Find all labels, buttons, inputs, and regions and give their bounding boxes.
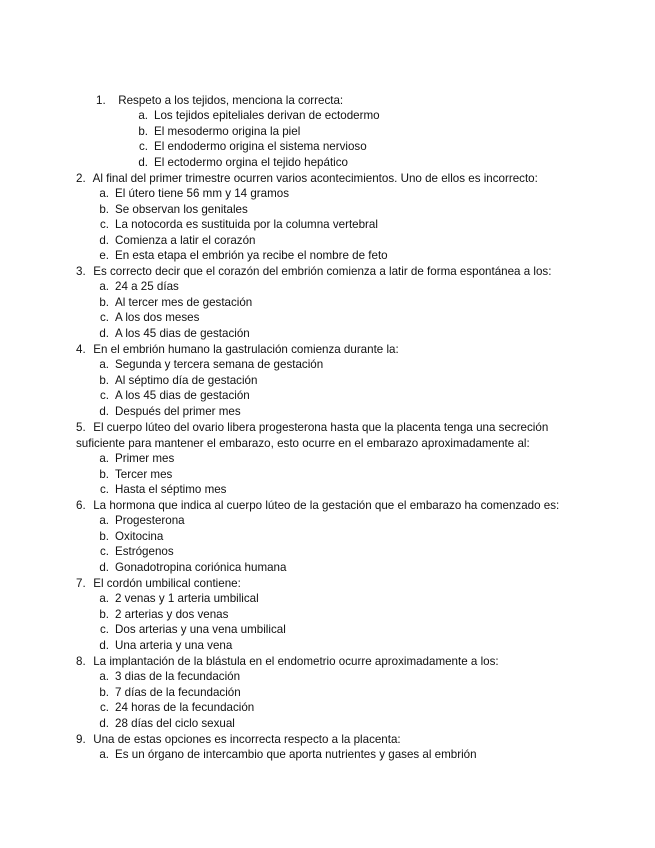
question-text: La hormona que indica al cuerpo lúteo de la gestación que el embarazo ha comenzado es: xyxy=(93,499,560,512)
option-letter: c. xyxy=(99,483,109,497)
option-letter: e. xyxy=(99,249,109,263)
option-letter: b. xyxy=(99,467,109,481)
question-8-options xyxy=(99,669,255,731)
option-text: La notocorda es sustituida por la columna vertebral xyxy=(115,218,378,232)
option-text: Al séptimo día de gestación xyxy=(115,373,258,387)
question-number: 8. xyxy=(76,655,86,668)
option-item xyxy=(99,700,255,716)
option-letter: c. xyxy=(99,311,109,325)
option-item xyxy=(99,326,252,342)
option-letter: d. xyxy=(99,560,109,574)
option-text: El útero tiene 56 mm y 14 gramos xyxy=(115,187,289,200)
option-item xyxy=(99,451,226,467)
question-number: 2. xyxy=(76,172,86,185)
question-number: 3. xyxy=(76,265,86,278)
question-5-options xyxy=(99,451,227,498)
question-text: En el embrión humano la gastrulación comienza durante la: xyxy=(93,343,399,356)
question-3-options xyxy=(99,279,253,341)
option-text: Una arteria y una vena xyxy=(115,638,233,652)
option-item xyxy=(99,248,388,264)
option-item xyxy=(99,310,252,326)
question-text: El cordón umbilical contiene: xyxy=(93,577,241,590)
question-text: El cuerpo lúteo del ovario libera progesterona hasta que la placenta tenga una secreción suficiente para mantener el embarazo, esto ocurre en el embarazo aproximadamente al: xyxy=(76,421,549,450)
option-letter: a. xyxy=(99,514,109,527)
option-item xyxy=(99,513,286,529)
option-text: A los 45 dias de gestación xyxy=(115,326,250,340)
option-item xyxy=(99,186,388,202)
option-item xyxy=(99,747,477,763)
option-item xyxy=(99,467,226,483)
option-item xyxy=(99,638,286,654)
question-1-options xyxy=(138,108,380,170)
option-text: Segunda y tercera semana de gestación xyxy=(115,358,324,371)
option-item xyxy=(99,233,388,249)
option-text: 2 arterias y dos venas xyxy=(115,607,229,621)
option-item xyxy=(99,295,253,311)
question-5 xyxy=(76,420,556,451)
option-text: 7 días de la fecundación xyxy=(115,685,241,699)
option-item xyxy=(99,685,254,701)
option-letter: a. xyxy=(99,358,109,371)
question-number: 9. xyxy=(76,733,86,746)
question-text: Es correcto decir que el corazón del embrión comienza a latir de forma espontánea a los: xyxy=(93,265,552,278)
option-item xyxy=(99,622,286,638)
option-letter: b. xyxy=(99,529,109,543)
option-letter: c. xyxy=(99,701,109,715)
question-7-options xyxy=(99,591,286,653)
option-letter: c. xyxy=(138,140,148,154)
option-letter: c. xyxy=(99,218,109,232)
option-text: 3 dias de la fecundación xyxy=(115,670,241,683)
option-item xyxy=(99,357,324,373)
option-letter: d. xyxy=(99,716,109,730)
option-text: Los tejidos epiteliales derivan de ectodermo xyxy=(154,109,380,122)
question-number: 4. xyxy=(76,343,86,356)
option-text: A los dos meses xyxy=(115,311,200,325)
question-number: 1. xyxy=(96,94,106,107)
option-letter: a. xyxy=(99,187,109,200)
option-text: Tercer mes xyxy=(115,467,173,481)
option-item xyxy=(99,591,286,607)
option-letter: d. xyxy=(99,233,109,247)
option-text: El endodermo origina el sistema nervioso xyxy=(154,140,367,154)
option-item xyxy=(99,544,286,560)
question-9-options xyxy=(99,747,477,763)
option-letter: d. xyxy=(138,155,148,169)
question-number: 6. xyxy=(76,499,86,512)
option-item xyxy=(99,607,286,623)
question-2 xyxy=(76,171,576,187)
option-item xyxy=(99,404,323,420)
option-text: 24 a 25 días xyxy=(115,280,179,293)
option-letter: b. xyxy=(99,607,109,621)
option-letter: a. xyxy=(99,670,109,683)
question-6-options xyxy=(99,513,287,575)
option-text: Dos arterias y una vena umbilical xyxy=(115,623,286,637)
option-text: A los 45 dias de gestación xyxy=(115,389,250,403)
option-text: Oxitocina xyxy=(115,529,164,543)
option-item xyxy=(99,482,227,498)
option-text: Al tercer mes de gestación xyxy=(115,295,253,309)
option-item xyxy=(138,124,380,140)
option-item xyxy=(99,716,254,732)
question-3 xyxy=(76,264,576,280)
question-text: Al final del primer trimestre ocurren varios acontecimientos. Uno de ellos es incorrecto: xyxy=(92,172,538,185)
option-item xyxy=(99,279,252,295)
option-letter: c. xyxy=(99,389,109,403)
option-item xyxy=(99,529,286,545)
option-letter: a. xyxy=(99,592,109,605)
option-text: Es un órgano de intercambio que aporta nutrientes y gases al embrión xyxy=(115,748,477,761)
option-item xyxy=(99,217,388,233)
option-letter: a. xyxy=(99,452,109,465)
option-letter: b. xyxy=(99,685,109,699)
option-text: 28 días del ciclo sexual xyxy=(115,716,235,730)
question-4-options xyxy=(99,357,324,419)
question-text: Una de estas opciones es incorrecta respecto a la placenta: xyxy=(93,733,401,746)
option-text: Progesterona xyxy=(115,514,185,527)
option-letter: b. xyxy=(99,373,109,387)
option-letter: a. xyxy=(99,748,109,761)
question-text: Respeto a los tejidos, menciona la correcta: xyxy=(118,94,344,107)
option-letter: a. xyxy=(138,109,148,122)
option-text: Después del primer mes xyxy=(115,404,241,418)
option-letter: a. xyxy=(99,280,109,293)
option-text: Estrógenos xyxy=(115,545,174,559)
option-item xyxy=(99,373,323,389)
question-number: 5. xyxy=(76,421,86,434)
option-letter: d. xyxy=(99,638,109,652)
option-text: El mesodermo origina la piel xyxy=(154,124,301,138)
option-letter: d. xyxy=(99,326,109,340)
option-text: 24 horas de la fecundación xyxy=(115,701,255,715)
option-item xyxy=(99,388,323,404)
option-item xyxy=(99,560,287,576)
option-text: Hasta el séptimo mes xyxy=(115,483,227,497)
question-4 xyxy=(76,342,576,358)
question-text: La implantación de la blástula en el endometrio ocurre aproximadamente a los: xyxy=(93,655,499,668)
option-letter: b. xyxy=(99,295,109,309)
option-letter: b. xyxy=(138,124,148,138)
question-6 xyxy=(76,498,576,514)
option-item xyxy=(138,108,380,124)
option-letter: d. xyxy=(99,404,109,418)
question-7 xyxy=(76,576,576,592)
option-item xyxy=(99,669,254,685)
option-letter: c. xyxy=(99,623,109,637)
option-text: Primer mes xyxy=(115,452,175,465)
option-text: 2 venas y 1 arteria umbilical xyxy=(115,592,259,605)
option-text: El ectodermo orgina el tejido hepático xyxy=(154,155,348,169)
question-2-options xyxy=(99,186,388,264)
option-text: Comienza a latir el corazón xyxy=(115,233,256,247)
option-item xyxy=(99,202,388,218)
question-1 xyxy=(96,93,596,109)
question-9 xyxy=(76,732,576,748)
option-letter: c. xyxy=(99,545,109,559)
option-text: Gonadotropina coriónica humana xyxy=(115,560,287,574)
option-text: En esta etapa el embrión ya recibe el nombre de feto xyxy=(115,249,388,263)
option-item xyxy=(138,155,380,171)
option-letter: b. xyxy=(99,202,109,216)
option-text: Se observan los genitales xyxy=(115,202,248,216)
question-number: 7. xyxy=(76,577,86,590)
option-item xyxy=(138,139,380,155)
question-8 xyxy=(76,654,576,670)
